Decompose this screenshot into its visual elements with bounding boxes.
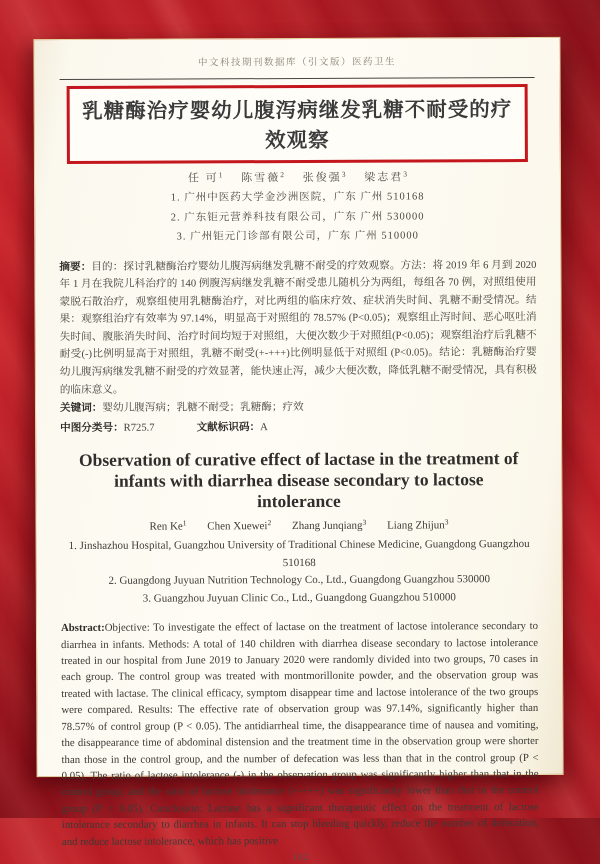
author-affiliation-superscript: 2 [280, 170, 284, 179]
classification-line [60, 418, 537, 437]
paper-page [33, 37, 563, 777]
clc-number-value: R725.7 [124, 423, 155, 434]
author-en: Liang Zhijun$^3$ [387, 520, 449, 532]
affiliation-en-1-zip: 510168 [61, 554, 538, 574]
clc-number-label: 中图分类号： [60, 422, 124, 434]
author-en: Chen Xuewei$^2$ [207, 520, 271, 532]
author-affiliation-superscript: 3 [445, 518, 449, 527]
author-affiliation-superscript: 3 [342, 170, 346, 179]
author-affiliation-superscript: 2 [267, 518, 271, 527]
affiliation-cn-3: 3. 广州钜元门诊部有限公司，广东 广州 510000 [59, 226, 536, 248]
keywords-label: 关键词： [60, 402, 102, 414]
author-affiliation-superscript: 1 [219, 170, 223, 179]
affiliations-english [61, 536, 538, 608]
keywords-text: 婴幼儿腹泻病；乳糖不耐受；乳糖酶；疗效 [102, 402, 303, 414]
chinese-title: 乳糖酶治疗婴幼儿腹泻病继发乳糖不耐受的疗效观察 [82, 98, 512, 152]
page-number: 102 [62, 852, 539, 864]
affiliations-chinese [59, 187, 536, 248]
document-code-label: 文献标识码： [197, 421, 261, 433]
abstract-text-en: Objective: To investigate the effect of lactase on the treatment of lactose intolerance secondary to diarrhea in infants. Methods: A total of 140 children with diarrhea disease secondary to lactose intolerance treated in our hospital from June 2019 to January 2020 were randomly divided into two groups, 70 cases in each group. The control group was treated with montmorillonite powder, and the observation group was treated with lactase. The clinical efficacy, symptom disappear time and lactose intolerance of the two groups were compared. Results: The effective rate of observation group was 97.14%, significantly higher than 78.57% of control group (P < 0.05). The antidiarrheal time, the disappearance time of nausea and vomiting, the disappearance time of abdominal distension and the treatment time in the observation group were shorter than those in the control group, and the number of defecation was less than that in the control group (P < 0.05). The ratio of lactose intolerance (-) in the observation group was significantly higher than that in the control group, and the ratio of lactose intolerance (+-+++) was significantly lower than that in the control group (P < 0.05). Conclusion: Lactase has a significant therapeutic effect on the treatment of lactose intolerance secondary to diarrhea in infants. It can stop bleeding quickly, reduce the number of defecation, and reduce lactose intolerance, which has positive [61, 620, 539, 847]
document-code-value: A [260, 422, 268, 433]
author-cn: 任 可$^1$ [188, 169, 223, 185]
affiliation-en-3: 3. Guangzhou Juyuan Clinic Co., Ltd., Guangdong Guangzhou 510000 [61, 589, 538, 609]
abstract-chinese [59, 256, 537, 399]
abstract-text-cn: 目的：探讨乳糖酶治疗婴幼儿腹泻病继发乳糖不耐受的疗效观察。方法：将 2019 年 6 月到 2020 年 1 月在我院儿科治疗的 140 例腹泻病继发乳糖不耐受患儿随机分为两组，每组各 70 例，对照组使用蒙脱石散治疗，观察组使用乳糖酶治疗，对比两组的临床疗效、症状消失时间、乳糖不耐受情况。结果：观察组治疗有效率为 97.14%，明显高于对照组的 78.57% (P<0.05)；观察组止泻时间、恶心呕吐消失时间、腹胀消失时间、治疗时间均短于对照组，大便次数少于对照组(P<0.05)；观察组治疗后乳糖不耐受(-)比例明显高于对照组，乳糖不耐受(+-+++)比例明显低于对照组 (P<0.05)。结论：乳糖酶治疗婴幼儿腹泻病继发乳糖不耐受的疗效显著，能快速止泻，减少大便次数，降低乳糖不耐受情况，具有积极的临床意义。 [59, 259, 536, 395]
chinese-title-box [67, 84, 528, 164]
affiliation-en-2: 2. Guangdong Juyuan Nutrition Technology Co., Ltd., Guangdong Guangzhou 530000 [61, 571, 538, 591]
affiliation-cn-2: 2. 广东钜元营养科技有限公司，广东 广州 530000 [59, 206, 536, 228]
abstract-label-en: Abstract: [61, 622, 105, 634]
author-cn: 梁志君$^3$ [364, 169, 407, 185]
english-title: Observation of curative effect of lactase in the treatment of infants with diarrhea disease secondary to lactose intolerance [74, 448, 523, 513]
author-en: Ren Ke$^1$ [149, 521, 186, 533]
abstract-label-cn: 摘要： [59, 260, 91, 272]
affiliation-cn-1: 1. 广州中医药大学金沙洲医院，广东 广州 510168 [59, 187, 536, 209]
journal-database-header: 中文科技期刊数据库（引文版）医药卫生 [58, 53, 535, 69]
author-cn: 陈雪薇$^2$ [241, 169, 284, 185]
author-en: Zhang Junqiang$^3$ [292, 520, 366, 532]
author-cn: 张俊强$^3$ [303, 169, 346, 185]
keywords-line [60, 398, 537, 417]
author-affiliation-superscript: 3 [403, 170, 407, 179]
author-affiliation-superscript: 3 [363, 518, 367, 527]
affiliation-en-1: 1. Jinshazhou Hospital, Guangzhou University of Traditional Chinese Medicine, Guangdong Guangzhou [61, 536, 538, 556]
author-affiliation-superscript: 1 [183, 519, 187, 528]
header-rule-line [60, 77, 535, 80]
authors-chinese [59, 168, 536, 186]
authors-english [60, 519, 537, 533]
abstract-english [61, 618, 539, 850]
